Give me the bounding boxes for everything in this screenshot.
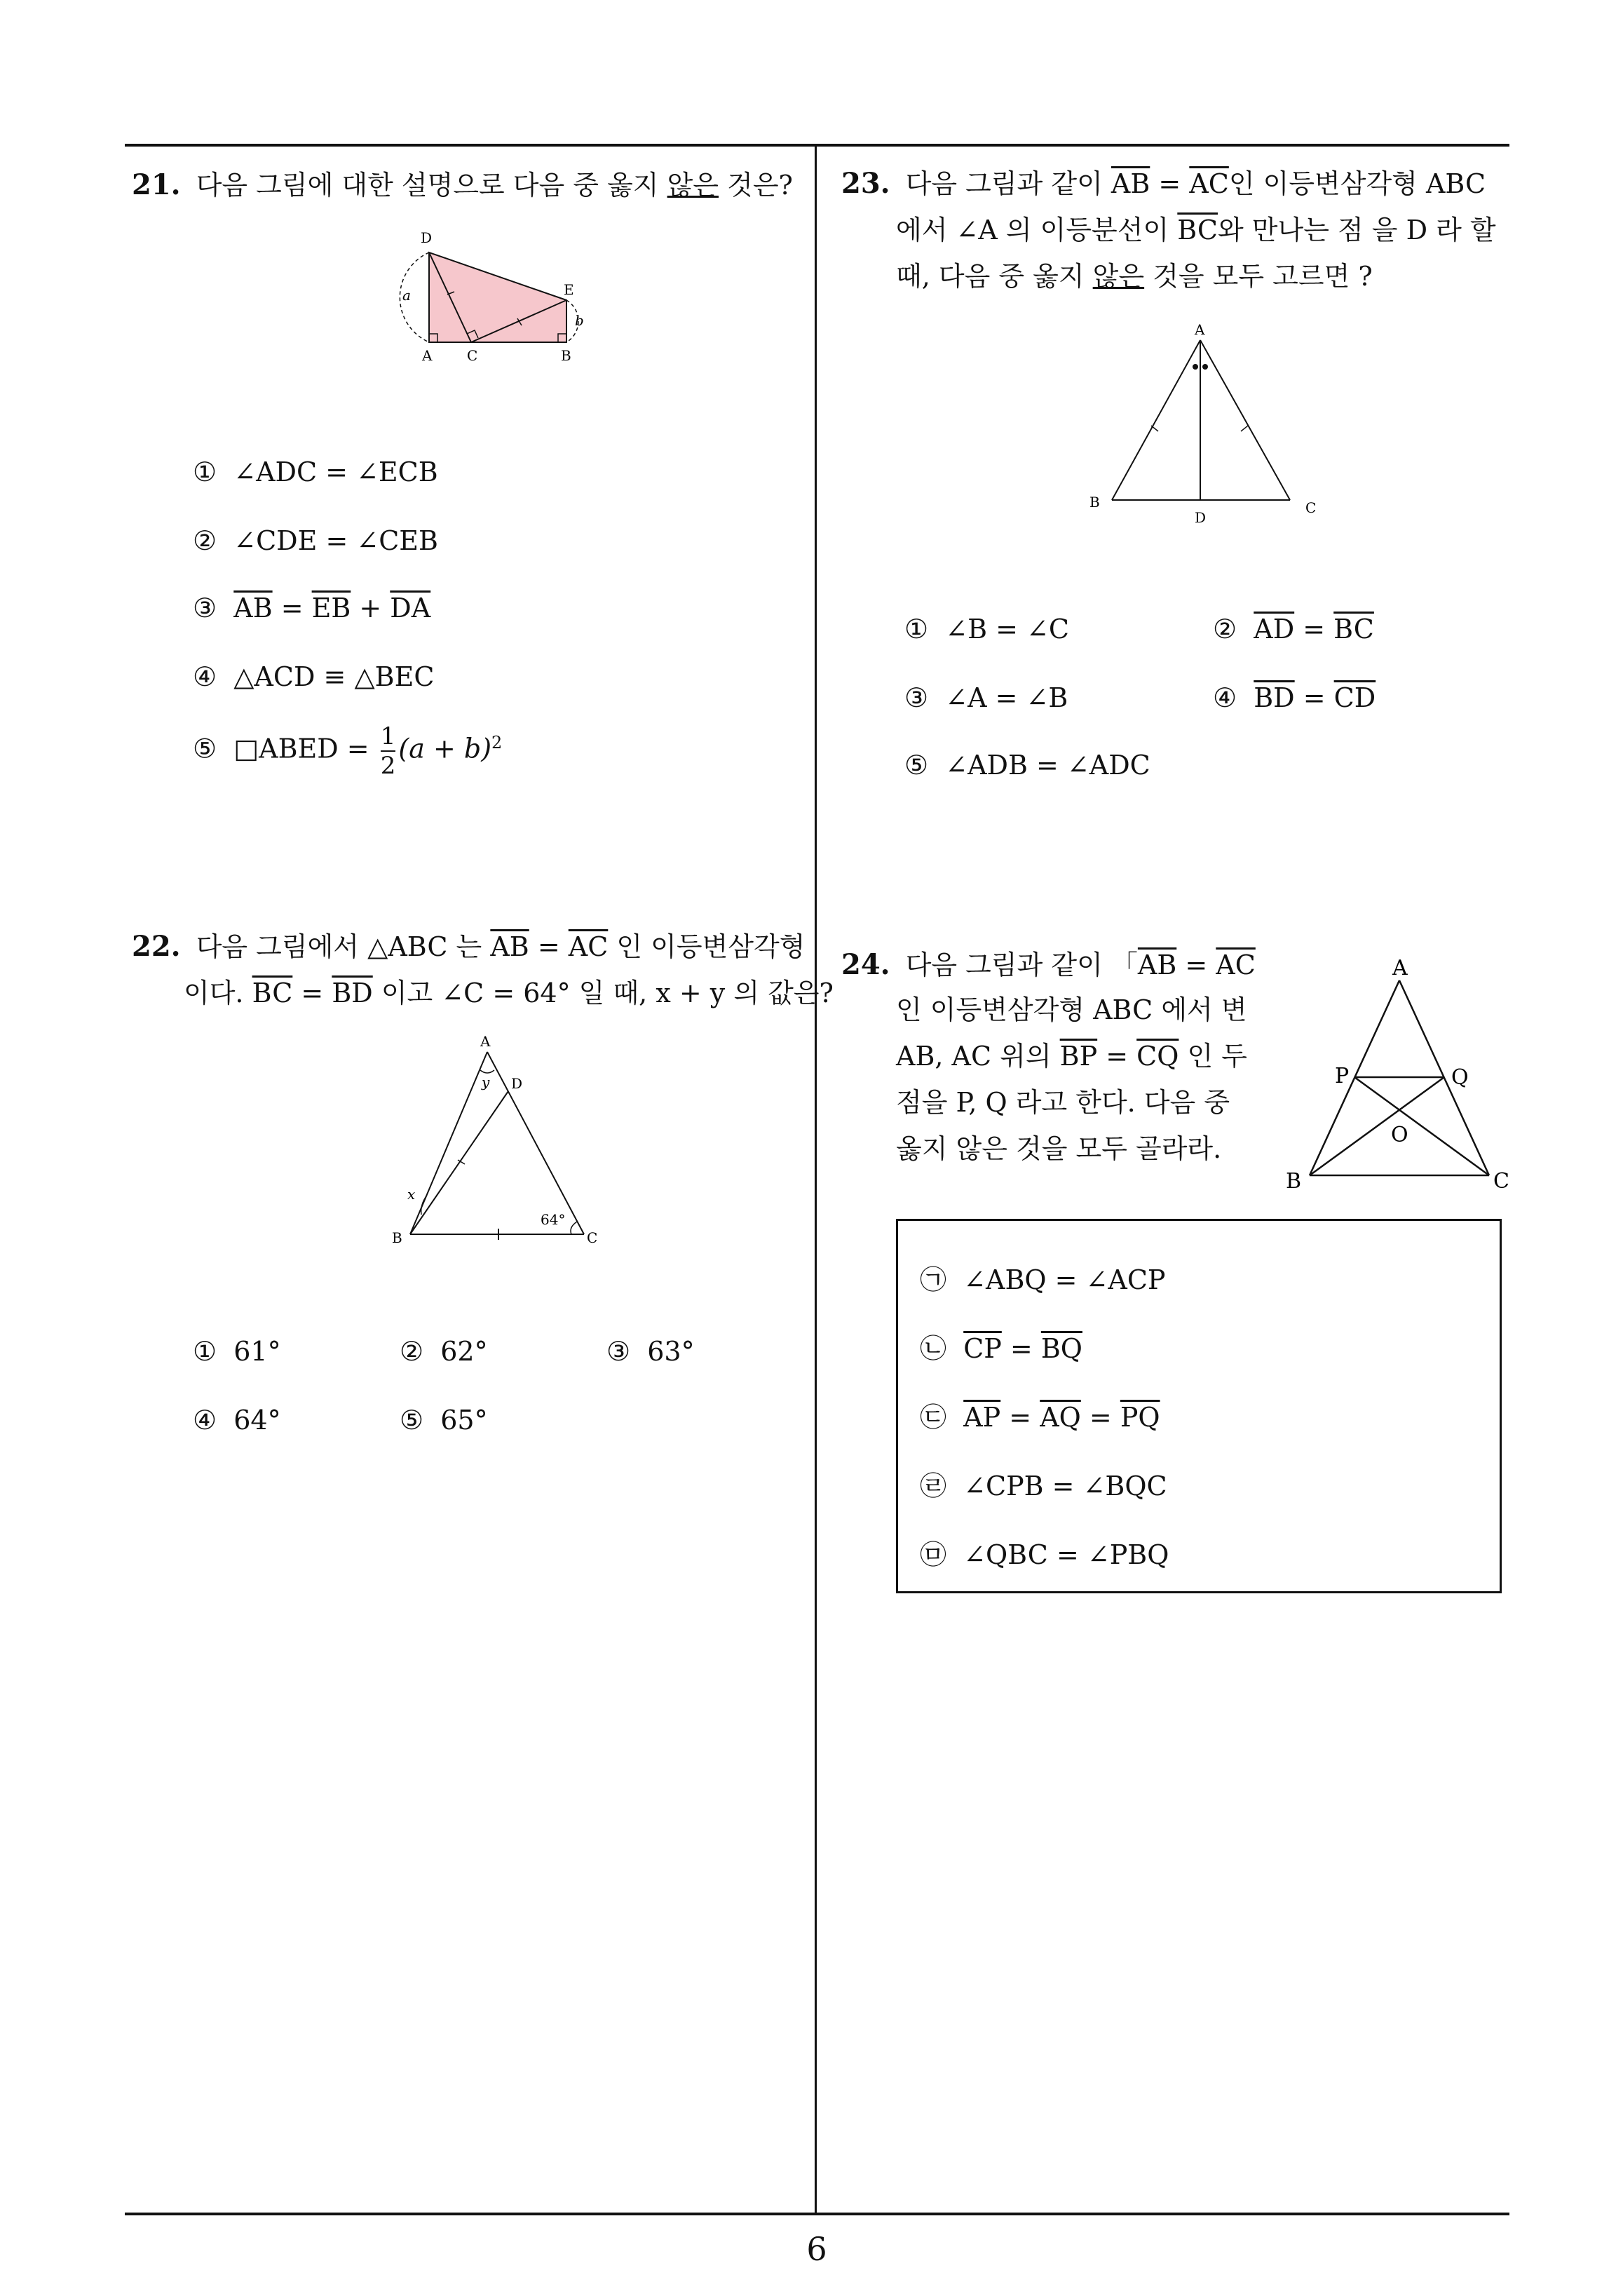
q24-label-b: B: [1286, 1169, 1302, 1194]
q24-stem-line-4: 점을 P, Q 라고 한다. 다음 중: [896, 1087, 1230, 1118]
q22-option-2[interactable]: [400, 1334, 488, 1369]
q24-number: 24.: [841, 948, 890, 981]
q23-option-4-seg-cd: $\overline{CD}$: [1333, 682, 1376, 713]
q23-angle-dot-1: [1193, 364, 1198, 370]
q24-option-2-seg-bq: $\overline{BQ}$: [1040, 1333, 1082, 1364]
q24-label-q: Q: [1451, 1065, 1469, 1090]
q24-label-c: C: [1493, 1169, 1509, 1194]
q24-option-4-text: ∠CPB = ∠BQC: [963, 1471, 1167, 1501]
q22-label-b: B: [392, 1229, 402, 1246]
q21-frac-num: 1: [380, 722, 396, 751]
q23-option-5-mark: ⑤: [904, 750, 929, 781]
q21-label-d: D: [421, 229, 433, 246]
q22-option-5[interactable]: [400, 1403, 488, 1438]
q21-label-e: E: [564, 281, 574, 298]
q21-label-side-b: b: [575, 312, 584, 329]
q24-option-1-mark: ㉠: [920, 1264, 947, 1295]
q24-option-3-seg-pq: $\overline{PQ}$: [1120, 1402, 1160, 1433]
q24-option-3[interactable]: [920, 1400, 1160, 1435]
q22-option-1-mark: ①: [193, 1336, 217, 1367]
q22-option-1-text: 61°: [233, 1336, 281, 1367]
q23-option-1-text: ∠B = ∠C: [945, 614, 1069, 644]
q24-seg-bp: $\overline{BP}$: [1059, 1041, 1098, 1072]
q22-figure: [382, 1031, 613, 1255]
q22-line2-b: 이고 ∠C = 64° 일 때, x + y 의 값은?: [381, 978, 834, 1008]
q21-option-3-eq: =: [272, 593, 312, 623]
q21-option-2[interactable]: [193, 523, 438, 558]
q24-label-a: A: [1392, 956, 1408, 980]
q22-line2-eq: =: [301, 978, 324, 1008]
q24-option-1[interactable]: [920, 1262, 1165, 1297]
q21-option-4[interactable]: [193, 659, 434, 694]
q21-text-underlined: 않은: [667, 170, 719, 201]
q22-option-4-mark: ④: [193, 1405, 217, 1436]
q22-line2-a: 이다.: [184, 978, 244, 1008]
q22-line1-eq: =: [537, 931, 560, 962]
q23-label-b: B: [1089, 494, 1100, 511]
q22-label-angle-c: 64°: [541, 1211, 566, 1228]
q24-stem-line-3: [896, 1035, 1247, 1077]
q23-line1-eq: =: [1158, 168, 1181, 199]
page-number: 6: [806, 2230, 827, 2268]
q24-option-3-seg-aq: $\overline{AQ}$: [1040, 1402, 1081, 1433]
q21-option-1-text: ∠ADC = ∠ECB: [233, 457, 438, 487]
q23-line3-b: 것을 모두 고르면 ?: [1153, 261, 1373, 292]
q22-option-5-mark: ⑤: [400, 1405, 424, 1436]
q22-number: 22.: [132, 930, 181, 963]
q24-option-5-text: ∠QBC = ∠PBQ: [963, 1539, 1169, 1570]
q24-line3-b: 인 두: [1187, 1041, 1247, 1072]
q24-seg-cq: $\overline{CQ}$: [1136, 1041, 1179, 1072]
q21-option-2-mark: ②: [193, 525, 217, 556]
q23-seg-ac: $\overline{AC}$: [1189, 168, 1229, 199]
q23-line1-b: 인 이등변삼각형 ABC: [1228, 168, 1486, 199]
q22-seg-bc: $\overline{BC}$: [252, 978, 293, 1008]
q23-label-d: D: [1195, 509, 1207, 526]
q23-option-4-mark: ④: [1213, 682, 1237, 713]
q24-stem-line-2: 인 이등변삼각형 ABC 에서 변: [896, 994, 1247, 1025]
q22-label-x: x: [407, 1186, 416, 1203]
q24-option-4-mark: ㉣: [920, 1471, 947, 1501]
q23-option-4-eq: =: [1294, 682, 1334, 713]
q22-label-a: A: [480, 1033, 491, 1050]
q23-line2-b: 와 만나는 점 을 D 라 할: [1218, 215, 1496, 245]
q22-label-d: D: [511, 1075, 523, 1092]
q21-text-before: 다음 그림에 대한 설명으로 다음 중 옳지: [196, 170, 659, 201]
q21-figure: [393, 224, 624, 372]
q24-option-2-mark: ㉡: [920, 1333, 947, 1364]
q21-option-2-text: ∠CDE = ∠CEB: [233, 525, 438, 556]
q21-frac-den: 2: [380, 752, 396, 781]
q24-line1-eq: =: [1185, 950, 1208, 980]
q22-side-ac: [487, 1052, 584, 1234]
q24-option-5[interactable]: [920, 1537, 1169, 1572]
q24-segment-cp: [1354, 1077, 1489, 1175]
q23-line2-a: 에서 ∠A 의 이등분선이: [896, 215, 1169, 245]
q22-option-2-mark: ②: [400, 1336, 424, 1367]
q23-side-ab: [1112, 340, 1200, 500]
q22-option-3-mark: ③: [606, 1336, 631, 1367]
q22-seg-bd: $\overline{BD}$: [332, 978, 373, 1008]
q22-option-5-text: 65°: [440, 1405, 488, 1436]
q21-option-3-seg-da: $\overline{DA}$: [390, 593, 431, 623]
q21-option-3-plus: +: [351, 593, 391, 623]
q23-option-1[interactable]: [904, 612, 1069, 647]
q24-seg-ac: $\overline{AC}$: [1216, 950, 1256, 980]
q23-line3-ul: 않은: [1092, 261, 1145, 292]
column-divider: [815, 145, 817, 2214]
bottom-rule: [125, 2213, 1509, 2215]
q21-option-4-mark: ④: [193, 661, 217, 692]
q24-line3-eq: =: [1106, 1041, 1129, 1072]
q23-number: 23.: [841, 167, 890, 200]
q22-arc-y: [480, 1070, 494, 1073]
q22-label-y: y: [482, 1074, 490, 1090]
q23-option-3-text: ∠A = ∠B: [945, 682, 1068, 713]
q24-option-4[interactable]: [920, 1468, 1167, 1504]
q24-line1-a: 다음 그림과 같이 「: [905, 950, 1138, 980]
q24-option-3-eq-2: =: [1080, 1402, 1120, 1433]
q23-option-5[interactable]: [904, 748, 1150, 783]
q22-stem-line-2: [184, 972, 834, 1014]
q24-option-2-eq: =: [1001, 1333, 1041, 1364]
q23-tick-ac: [1241, 426, 1248, 431]
q21-option-1[interactable]: [193, 454, 438, 489]
q22-line1-b: 인 이등변삼각형: [616, 931, 806, 962]
q21-option-1-mark: ①: [193, 457, 217, 487]
q21-label-c: C: [467, 347, 478, 364]
q23-option-5-text: ∠ADB = ∠ADC: [945, 750, 1150, 781]
q21-option-3-mark: ③: [193, 593, 217, 623]
q24-label-p: P: [1335, 1064, 1350, 1088]
q23-option-2-seg-bc: $\overline{BC}$: [1333, 614, 1374, 644]
q21-label-b: B: [561, 347, 571, 364]
q22-segment-bd: [410, 1091, 508, 1234]
q24-segment-bq: [1310, 1077, 1444, 1175]
q24-seg-ab: $\overline{AB}$: [1137, 950, 1177, 980]
q24-line3-a: AB, AC 위의: [896, 1041, 1052, 1072]
q23-seg-ab: $\overline{AB}$: [1111, 168, 1150, 199]
q22-arc-c: [571, 1222, 577, 1234]
q24-option-3-eq-1: =: [1000, 1402, 1040, 1433]
q21-option-5-mark: ⑤: [193, 733, 217, 764]
q23-figure: [1073, 319, 1339, 529]
q21-option-4-text: △ACD ≡ △BEC: [233, 661, 435, 692]
top-rule: [125, 144, 1509, 147]
q21-option-5[interactable]: [193, 711, 502, 781]
q23-side-ac: [1200, 340, 1290, 500]
q24-stem-line-5: 옳지 않은 것을 모두 골라라.: [896, 1133, 1222, 1164]
q24-option-3-mark: ㉢: [920, 1402, 947, 1433]
q22-seg-ab: $\overline{AB}$: [490, 931, 529, 962]
q24-option-3-seg-ap: $\overline{AP}$: [963, 1402, 1001, 1433]
q23-option-3-mark: ③: [904, 682, 929, 713]
q23-seg-bc: $\overline{BC}$: [1177, 215, 1218, 245]
q21-stem: [132, 163, 793, 208]
q21-label-a: A: [422, 347, 433, 364]
q23-label-c: C: [1305, 499, 1317, 516]
q23-option-2-seg-ad: $\overline{AD}$: [1254, 614, 1295, 644]
q24-option-2[interactable]: [920, 1331, 1082, 1366]
q23-option-2-eq: =: [1294, 614, 1334, 644]
q21-number: 21.: [132, 168, 181, 201]
q22-option-3-text: 63°: [647, 1336, 695, 1367]
q21-option-5-text-before: □ABED =: [233, 733, 369, 764]
q22-option-2-text: 62°: [440, 1336, 488, 1367]
q22-label-c: C: [587, 1229, 598, 1246]
q23-line1-a: 다음 그림과 같이: [905, 168, 1103, 199]
q21-option-3-seg-eb: $\overline{EB}$: [311, 593, 351, 623]
q21-option-5-fraction: [381, 722, 396, 780]
q21-text-after: 것은?: [727, 170, 793, 201]
q21-label-side-a: a: [402, 287, 411, 304]
q24-figure: [1276, 954, 1514, 1199]
q22-option-3[interactable]: [606, 1334, 695, 1369]
q22-line1-a: 다음 그림에서 △ABC 는: [196, 931, 482, 962]
q24-option-5-mark: ㉤: [920, 1539, 947, 1570]
q22-seg-ac: $\overline{AC}$: [568, 931, 609, 962]
q21-option-3-seg-ab: $\overline{AB}$: [233, 593, 273, 623]
q21-option-5-sup: 2: [491, 733, 503, 752]
q23-option-4[interactable]: [1213, 680, 1376, 715]
q23-option-2-mark: ②: [1213, 614, 1237, 644]
q23-option-4-seg-bd: $\overline{BD}$: [1254, 682, 1295, 713]
q23-option-1-mark: ①: [904, 614, 929, 644]
q23-angle-dot-2: [1202, 364, 1208, 370]
q24-option-2-seg-cp: $\overline{CP}$: [963, 1333, 1002, 1364]
q24-stem-line-1: [841, 944, 1256, 986]
q24-label-o: O: [1391, 1123, 1408, 1147]
q23-label-a: A: [1195, 321, 1205, 338]
q22-option-1[interactable]: [193, 1334, 281, 1369]
q21-option-5-text-after: (a + b): [398, 733, 492, 764]
q23-stem-line-3: [896, 255, 1373, 297]
q22-stem-line-1: [132, 926, 805, 968]
q23-option-3[interactable]: [904, 680, 1068, 715]
q22-option-4-text: 64°: [233, 1405, 281, 1436]
q23-option-2[interactable]: [1213, 612, 1374, 647]
q24-option-1-text: ∠ABQ = ∠ACP: [963, 1264, 1166, 1295]
q21-option-3[interactable]: [193, 590, 430, 626]
q23-stem-line-1: [841, 163, 1486, 205]
q23-line3-a: 때, 다음 중 옳지: [896, 261, 1085, 292]
q22-option-4[interactable]: [193, 1403, 281, 1438]
q23-stem-line-2: [896, 209, 1496, 251]
